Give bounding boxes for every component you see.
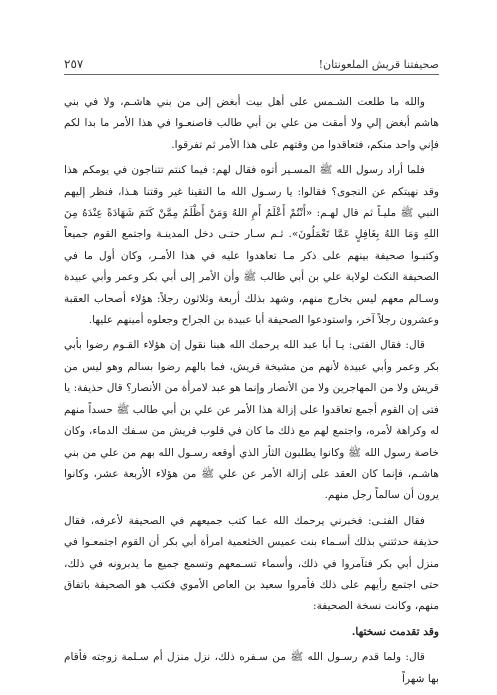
running-header <box>64 52 439 75</box>
paragraph: فلما أراد رسول الله ﷺ المسـير أتوه فقال لهم: فيما كنتم تتناجون في يومكم هذا وقد نهيتكم عن النجوى؟ فقالوا: يا رسـول الله ما التقينا غير وقتنا هـذا، فنظر إليهم النبي ﷺ مليـاً ثم قال لهـم: «أَنْتُمْ أَعْلَمُ أَمِ اللهُ وَمَنْ أَظْلَمُ مِمَّنْ كَتَمَ شَهَادَةً عِنْدَهُ مِنَ اللهِ وَمَا اللهُ بِغَافِلٍ عَمَّا تَعْمَلُونَ». ثـم سـار حتـى دخل المدينـة واجتمع القوم جميعاً وكتبـوا صحيفة بينهم على ذكر مـا تعاهدوا عليه في هذا الأمـر، وكان أول ما في الصحيفة النكث لولاية علي بن أبي طالب ﷺ وأن الأمر إلى أبي بكر وعمر وأبي عبيدة وسـالم معهم ليس بخارج منهم، وشهد بذلك أربعة وثلاثون رجلاً: هؤلاء أصحاب العقبة وعشرون رجلاً آخر، واستودعوا الصحيفة أبا عبيدة بن الجراح وجعلوه أمينهم عليها. <box>64 164 439 327</box>
page-number: ٢٥٧ <box>64 57 84 71</box>
paragraph: والله ما طلعت الشـمس على أهل بيت أبغض إلى من بني هاشـم، ولا في بني هاشم أبغض إلي ولا أمقت من علي بن أبي طالب فاصنعـوا في هذا الأمر ما بدا لكم فإني واحد منكم، فتعاقدوا من وقتهم على هذا الأمر ثم تفرقوا. <box>64 96 439 151</box>
paragraph: قال: ولما قدم رسـول الله ﷺ من سـفره ذلك، نزل منزل أم سـلمة زوجته فأقام بها شهراً <box>64 651 439 685</box>
paragraph: قال: فقال الفتى: يـا أبا عبد الله يرحمك الله هبنا نقول إن هؤلاء القـوم رضوا بأبي بكر وعمر وأبي عبيدة لأنهم من مشيخة قريش، فما بالهم رضوا بسالم وهو ليس من قريش ولا من المهاجرين ولا من الأنصار وإنما هو عبد لامرأة من الأنصار؟ قال حذيفة: يا فتى إن القوم أجمع تعاقدوا على إزالة هذا الأمر عن علي بن أبي طالب ﷺ حسداً منهم له وكراهة لأمره، واجتمع لهم مع ذلك ما كان في قلوب قريش من سـفك الدماء، وكان خاصة رسول الله ﷺ وكانوا يطلبون الثأر الذي أوقعه رسـول الله بهم من علي من بني هاشـم، فإنما كان العقد على إزالة الأمر عن علي ﷺ من هؤلاء الأربعة عشر، وكانوا يرون أن سالماً رجل منهم. <box>64 339 439 502</box>
paragraph: فقال الفتـى: فخبرني يرحمك الله عما كتب جميعهم في الصحيفة لأعرفه، فقال حذيفة حدثتني بذلك أسـماء بنت عميس الخثعمية امرأة أبي بكر أن القوم اجتمعـوا في منزل أبي بكر فتآمروا في ذلك، وأسماء تسـمعهم وتسمع جميع ما يدبرونه في ذلك، حتى اجتمع رأيهم على ذلك فأمروا سعيد بن العاص الأموي فكتب هو الصحيفة باتفاق منهم، وكانت نسخة الصحيفة: <box>64 514 439 613</box>
main-text <box>64 92 439 694</box>
running-title: صحيفتنا قريش الملعونتان! <box>318 58 439 71</box>
subheading: وقد تقدمت نسختها. <box>351 625 439 638</box>
